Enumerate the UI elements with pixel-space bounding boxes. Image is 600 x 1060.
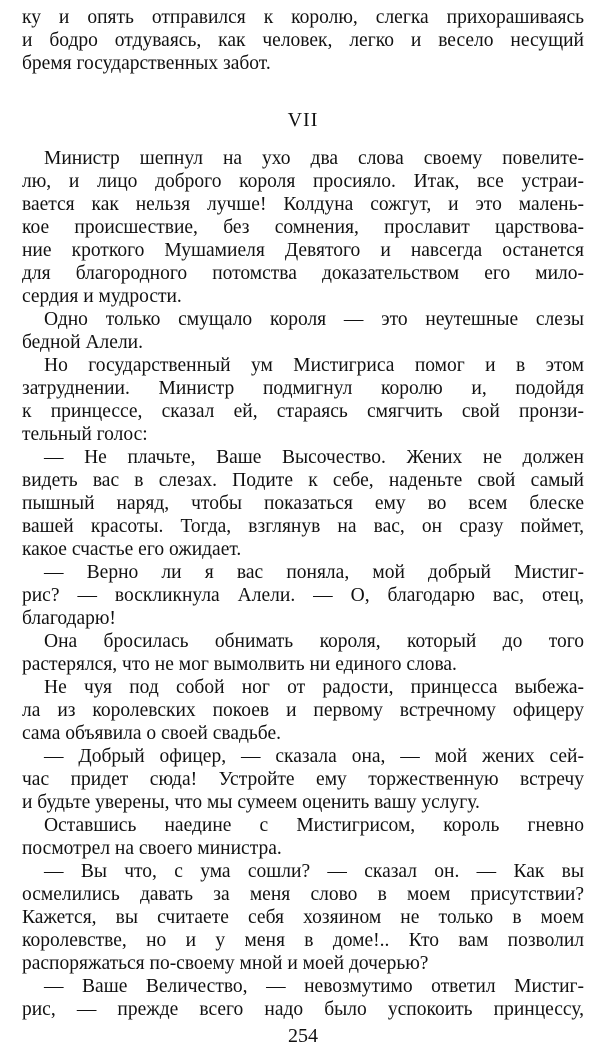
text-line: ла из королевских покоев и первому встречному офицеру	[22, 700, 584, 721]
text-line: бремя государственных забот.	[22, 53, 271, 74]
page-number: 254	[288, 1025, 318, 1047]
text-line: рис, — прежде всего надо было успокоить принцессу,	[22, 999, 584, 1020]
text-line: пышный наряд, чтобы показаться ему во всем блеске	[22, 493, 584, 514]
text-line: Оставшись наедине с Мистигрисом, король гневно	[44, 815, 584, 836]
text-line: какое счастье его ожидает.	[22, 539, 242, 560]
text-line: и бодро отдуваясь, как человек, легко и весело несущий	[22, 30, 584, 51]
book-page	[22, 4, 584, 1056]
text-line: Одно только смущало короля — это неутешные слезы	[44, 309, 584, 330]
text-line: Не чуя под собой ног от радости, принцесса выбежа-	[44, 677, 584, 698]
text-line: затруднении. Министр подмигнул королю и, подойдя	[22, 378, 584, 399]
text-line: Кажется, вы считаете себя хозяином не только в моем	[22, 907, 584, 928]
text-line: растерялся, что не мог вымолвить ни единого слова.	[22, 654, 457, 675]
text-line: к принцессе, сказал ей, стараясь смягчить свой пронзи-	[22, 401, 584, 422]
text-line: посмотрел на своего министра.	[22, 838, 282, 859]
text-line: ку и опять отправился к королю, слегка прихорашиваясь	[22, 7, 584, 28]
text-line: тельный голос:	[22, 424, 148, 445]
text-line: сама объявила о своей свадьбе.	[22, 723, 282, 744]
text-line: — Ваше Величество, — невозмутимо ответил Мистиг-	[44, 976, 584, 997]
text-line: — Добрый офицер, — сказала она, — мой жених сей-	[44, 746, 584, 767]
text-line: вашей красоты. Тогда, взглянув на вас, он сразу поймет,	[22, 516, 584, 537]
chapter-heading: VII	[287, 109, 319, 131]
text-line: благодарю!	[22, 608, 116, 629]
text-line: лю, и лицо доброго короля просияло. Итак, все устраи-	[22, 171, 584, 192]
text-line: распоряжаться по-своему мной и моей дочерью?	[22, 953, 429, 974]
text-line: осмелились давать за меня слово в моем присутствии?	[22, 884, 584, 905]
text-line: для благородного потомства доказательством его мило-	[22, 263, 584, 284]
text-line: и будьте уверены, что мы сумеем оценить вашу услугу.	[22, 792, 480, 813]
text-line: час придет сюда! Устройте ему торжественную встречу	[22, 769, 584, 790]
text-line: рис? — воскликнула Алели. — О, благодарю вас, отец,	[22, 585, 584, 606]
text-line: — Не плачьте, Ваше Высочество. Жених не должен	[44, 447, 584, 468]
text-line: Министр шепнул на ухо два слова своему повелите-	[44, 148, 584, 169]
text-line: ние кроткого Мушамиеля Девятого и навсегда останется	[22, 240, 584, 261]
text-line: — Вы что, с ума сошли? — сказал он. — Как вы	[44, 861, 584, 882]
text-line: королевстве, но и у меня в доме!.. Кто вам позволил	[22, 930, 584, 951]
text-line: бедной Алели.	[22, 332, 143, 353]
text-line: сердия и мудрости.	[22, 286, 182, 307]
text-line: вается как нельзя лучше! Колдуна сожгут, и это малень-	[22, 194, 584, 215]
text-line: Но государственный ум Мистигриса помог и в этом	[44, 355, 584, 376]
text-line: видеть вас в слезах. Подите к себе, наденьте свой самый	[22, 470, 584, 491]
text-line: Она бросилась обнимать короля, который до того	[44, 631, 584, 652]
text-line: кое происшествие, без сомнения, прославит царствова-	[22, 217, 584, 238]
text-line: — Верно ли я вас поняла, мой добрый Мистиг-	[44, 562, 584, 583]
